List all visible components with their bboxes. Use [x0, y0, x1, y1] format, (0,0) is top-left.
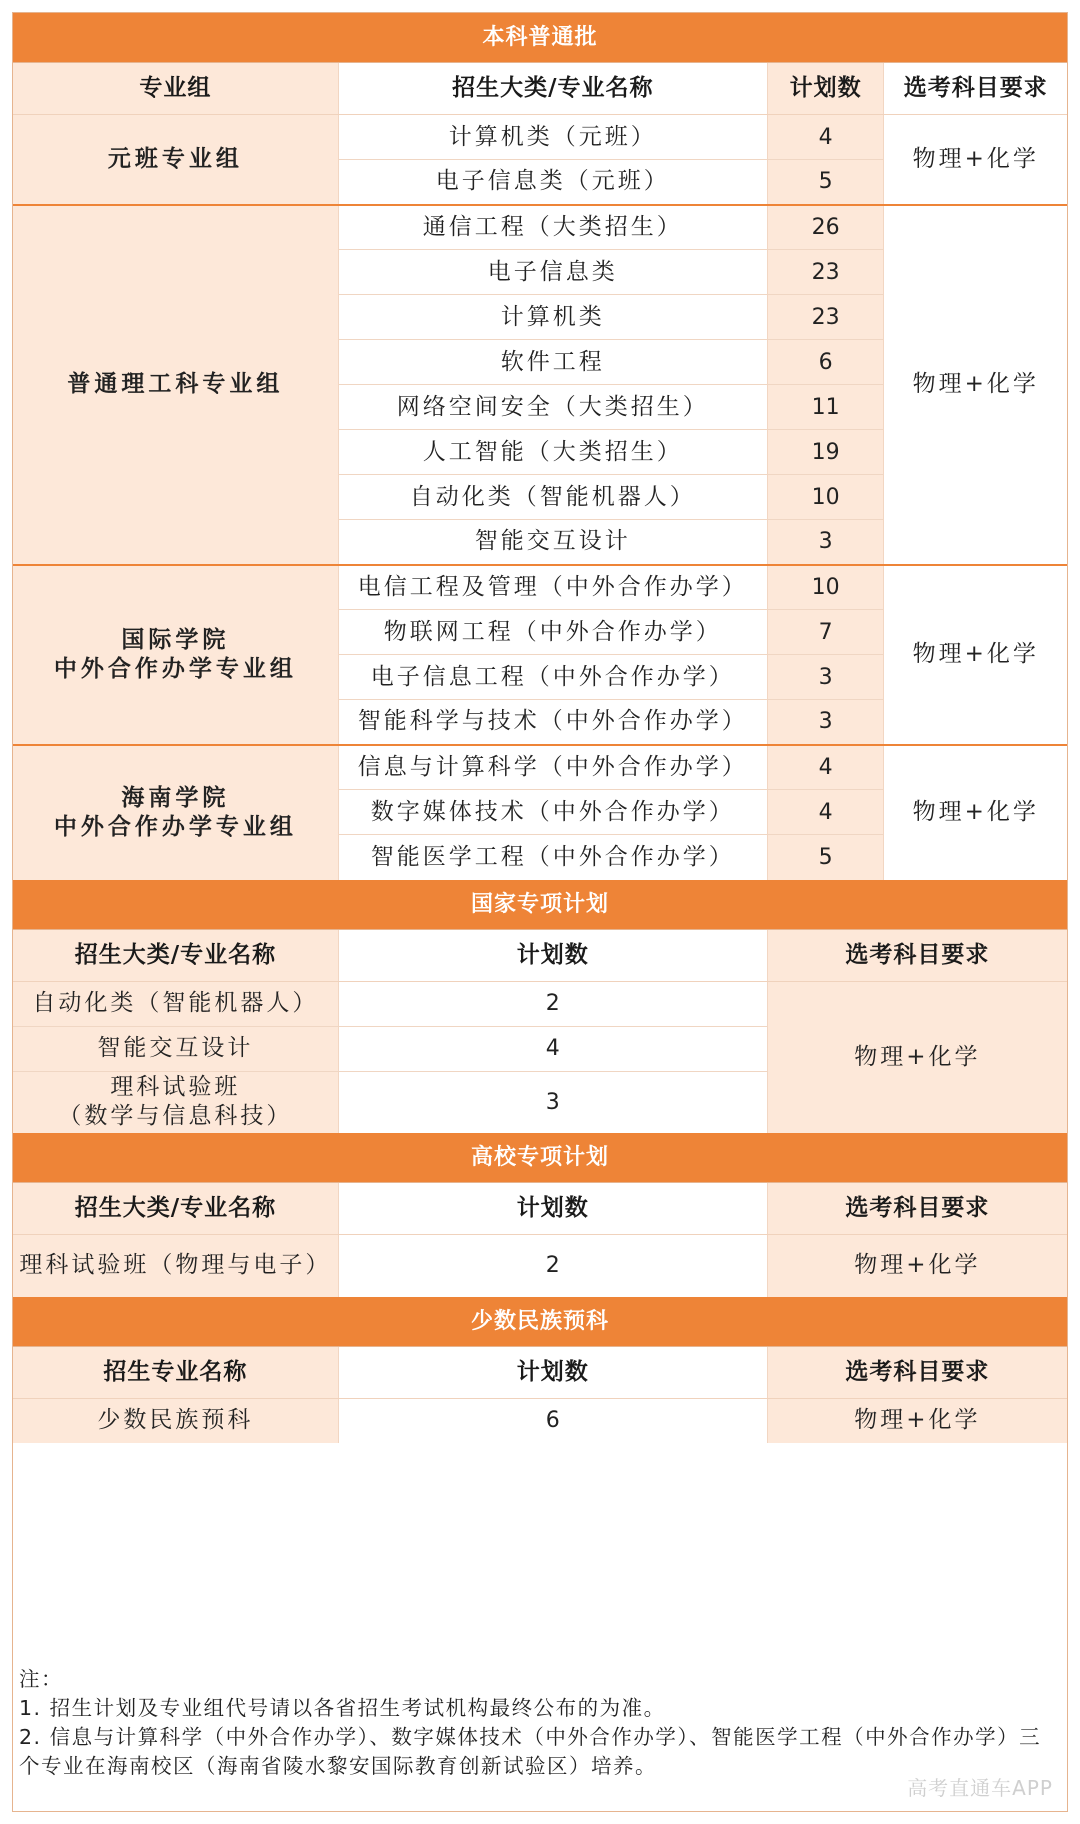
text-line: 理科试验班	[110, 1074, 241, 1101]
section-title: 高校专项计划	[13, 1133, 1067, 1183]
column-header: 招生大类/专业名称	[338, 63, 767, 115]
group-name	[13, 115, 338, 205]
column-header: 计划数	[338, 1346, 767, 1398]
regular-batch-table	[13, 13, 1067, 880]
section-title: 本科普通批	[13, 13, 1067, 63]
section-title: 少数民族预科	[13, 1297, 1067, 1347]
text-line: 元班专业组	[107, 145, 243, 172]
major-name: 智能交互设计	[338, 520, 767, 565]
note-item: 1. 招生计划及专业组代号请以各省招生考试机构最终公布的为准。	[19, 1696, 666, 1720]
major-name: 计算机类	[338, 295, 767, 340]
plan-count: 7	[767, 610, 884, 655]
text-line: 普通理工科专业组	[67, 371, 284, 397]
column-header: 计划数	[338, 929, 767, 981]
major-name	[13, 1071, 338, 1133]
text-line: 国际学院	[121, 626, 230, 653]
major-name: 计算机类（元班）	[338, 115, 767, 160]
major-name: 通信工程（大类招生）	[338, 205, 767, 250]
subject-requirement: 物理+化学	[884, 565, 1067, 745]
plan-count: 6	[338, 1398, 767, 1443]
notes-label: 注：	[19, 1667, 63, 1691]
enrollment-plan-table-frame	[12, 12, 1068, 1812]
text-line: 海南学院	[121, 784, 230, 811]
major-name: 理科试验班（物理与电子）	[13, 1235, 338, 1297]
major-name: 电子信息类	[338, 250, 767, 295]
university-special-table	[13, 1133, 1067, 1297]
plan-count: 3	[767, 700, 884, 745]
major-name	[13, 1026, 338, 1071]
group-name	[13, 565, 338, 745]
plan-count: 5	[767, 835, 884, 880]
text-line: 中外合作办学专业组	[53, 655, 297, 682]
minority-preparatory-table	[13, 1297, 1067, 1444]
subject-requirement: 物理+化学	[767, 981, 1067, 1133]
column-header: 招生大类/专业名称	[13, 929, 338, 981]
section-title-row	[13, 1133, 1067, 1183]
plan-count: 4	[767, 745, 884, 790]
table-row	[13, 1235, 1067, 1297]
group-name	[13, 745, 338, 880]
major-name: 数字媒体技术（中外合作办学）	[338, 790, 767, 835]
subject-requirement: 物理+化学	[767, 1398, 1067, 1443]
header-row	[13, 929, 1067, 981]
plan-count: 3	[767, 655, 884, 700]
major-name: 网络空间安全（大类招生）	[338, 385, 767, 430]
watermark: 高考直通车APP	[907, 1776, 1053, 1800]
column-header: 计划数	[767, 63, 884, 115]
plan-count: 2	[338, 981, 767, 1026]
column-header: 招生专业名称	[13, 1346, 338, 1398]
section-title: 国家专项计划	[13, 880, 1067, 930]
plan-count: 2	[338, 1235, 767, 1297]
major-name: 人工智能（大类招生）	[338, 430, 767, 475]
major-name: 智能医学工程（中外合作办学）	[338, 835, 767, 880]
major-name: 自动化类（智能机器人）	[338, 475, 767, 520]
plan-count: 4	[767, 790, 884, 835]
notes	[19, 1665, 1061, 1781]
subject-requirement: 物理+化学	[884, 745, 1067, 880]
section-title-row	[13, 1297, 1067, 1347]
table-row	[13, 745, 1067, 790]
column-header: 专业组	[13, 63, 338, 115]
text-line: 智能交互设计	[97, 1035, 254, 1061]
table-row	[13, 115, 1067, 160]
plan-count: 3	[338, 1071, 767, 1133]
text-line: （数学与信息科技）	[58, 1103, 293, 1130]
plan-count: 5	[767, 160, 884, 205]
national-special-table	[13, 880, 1067, 1134]
major-name: 少数民族预科	[13, 1398, 338, 1443]
column-header: 招生大类/专业名称	[13, 1183, 338, 1235]
plan-count: 6	[767, 340, 884, 385]
plan-count: 11	[767, 385, 884, 430]
plan-count: 3	[767, 520, 884, 565]
plan-count: 10	[767, 565, 884, 610]
subject-requirement: 物理+化学	[767, 1235, 1067, 1297]
major-name: 电子信息类（元班）	[338, 160, 767, 205]
table-row	[13, 1398, 1067, 1443]
section-title-row	[13, 13, 1067, 63]
column-header: 选考科目要求	[767, 929, 1067, 981]
plan-count: 19	[767, 430, 884, 475]
table-row	[13, 205, 1067, 250]
plan-count: 10	[767, 475, 884, 520]
major-name	[13, 981, 338, 1026]
major-name: 电信工程及管理（中外合作办学）	[338, 565, 767, 610]
header-row	[13, 63, 1067, 115]
plan-count: 23	[767, 250, 884, 295]
table-row	[13, 565, 1067, 610]
plan-count: 26	[767, 205, 884, 250]
header-row	[13, 1183, 1067, 1235]
subject-requirement: 物理+化学	[884, 205, 1067, 565]
plan-count: 4	[338, 1026, 767, 1071]
major-name: 物联网工程（中外合作办学）	[338, 610, 767, 655]
text-line: 自动化类（智能机器人）	[32, 990, 319, 1016]
major-name: 信息与计算科学（中外合作办学）	[338, 745, 767, 790]
major-name: 软件工程	[338, 340, 767, 385]
column-header: 选考科目要求	[767, 1346, 1067, 1398]
plan-count: 4	[767, 115, 884, 160]
group-name	[13, 205, 338, 565]
note-item: 2. 信息与计算科学（中外合作办学）、数字媒体技术（中外合作办学）、智能医学工程（中外合作办学）三个专业在海南校区（海南省陵水黎安国际教育创新试验区）培养。	[19, 1725, 1042, 1778]
header-row	[13, 1346, 1067, 1398]
column-header: 选考科目要求	[767, 1183, 1067, 1235]
table-row	[13, 981, 1067, 1026]
subject-requirement: 物理+化学	[884, 115, 1067, 205]
plan-count: 23	[767, 295, 884, 340]
section-title-row	[13, 880, 1067, 930]
column-header: 选考科目要求	[884, 63, 1067, 115]
column-header: 计划数	[338, 1183, 767, 1235]
major-name: 电子信息工程（中外合作办学）	[338, 655, 767, 700]
text-line: 中外合作办学专业组	[53, 813, 297, 840]
major-name: 智能科学与技术（中外合作办学）	[338, 700, 767, 745]
